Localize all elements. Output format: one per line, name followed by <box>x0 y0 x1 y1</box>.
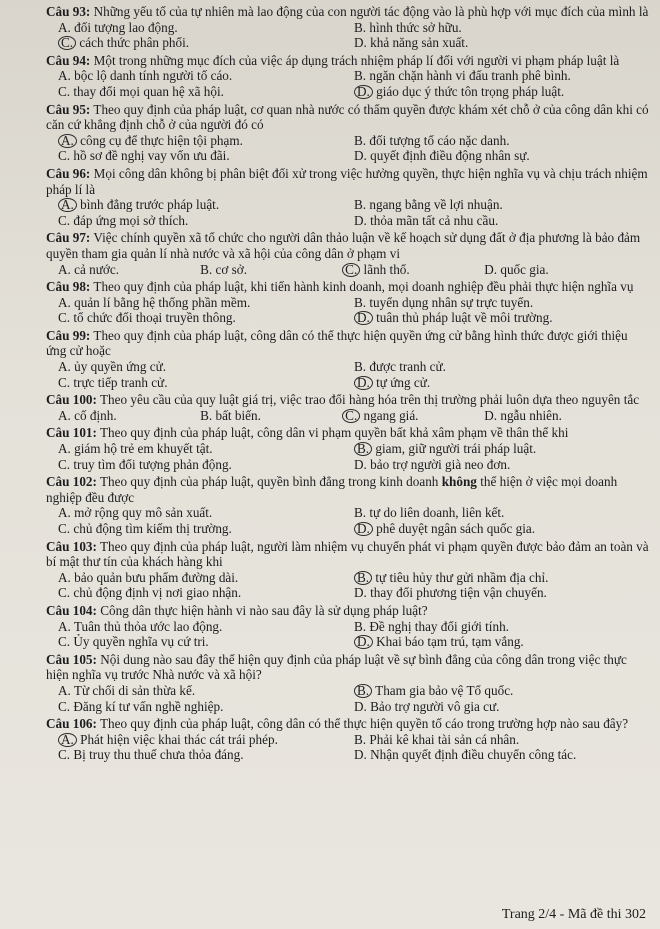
answer-letter: A. <box>58 569 71 585</box>
question-keyword: không <box>441 474 477 490</box>
circled-answer-letter: D. <box>354 522 373 536</box>
answer-text: chủ động định vị nơi giao nhận. <box>73 585 242 601</box>
answer-option[interactable] <box>200 408 342 424</box>
answer-letter: B. <box>354 731 367 747</box>
question-block <box>46 603 650 650</box>
answer-letter: B. <box>200 407 213 423</box>
answer-letter: B. <box>354 294 367 310</box>
answer-option[interactable] <box>200 262 342 278</box>
answer-option[interactable] <box>58 197 354 213</box>
question-block <box>46 716 650 763</box>
question-block <box>46 652 650 714</box>
question-number: Câu 96: <box>46 165 91 181</box>
answer-text: Khai báo tạm trú, tạm vắng. <box>376 634 524 650</box>
answer-text: tự do liên doanh, liên kết. <box>369 505 505 521</box>
circled-answer-letter: A. <box>58 733 77 747</box>
circled-answer-letter: D. <box>354 635 373 649</box>
answer-option[interactable] <box>354 634 650 650</box>
question-text: Theo quy định của pháp luật, quyền bình đẳng trong kinh doanh <box>99 474 442 490</box>
answer-option[interactable] <box>484 262 650 278</box>
answer-text: giam, giữ người trái pháp luật. <box>375 441 537 457</box>
answer-option[interactable] <box>354 213 650 229</box>
answer-text: bất biến. <box>215 407 261 423</box>
question-stem <box>46 279 650 295</box>
answer-option[interactable] <box>354 68 650 84</box>
answer-options <box>46 619 650 650</box>
question-stem <box>46 603 650 619</box>
question-block <box>46 474 650 536</box>
answer-option[interactable] <box>58 213 354 229</box>
answer-letter: B. <box>354 359 367 375</box>
answer-option[interactable] <box>354 683 650 699</box>
answer-text: ngăn chặn hành vi đấu tranh phê bình. <box>369 68 571 84</box>
answer-text: hình thức sở hữu. <box>369 19 462 35</box>
question-number: Câu 95: <box>46 101 91 117</box>
question-number: Câu 100: <box>46 392 97 408</box>
question-text: Công dân thực hiện hành vi nào sau đây là sử dụng pháp luật? <box>100 602 428 618</box>
answer-option[interactable] <box>58 359 354 375</box>
answer-option[interactable] <box>342 262 484 278</box>
question-number: Câu 97: <box>46 230 91 246</box>
question-number: Câu 99: <box>46 327 91 343</box>
answer-options <box>46 441 650 472</box>
answer-text: Đăng kí tư vấn nghề nghiệp. <box>73 698 224 714</box>
answer-option[interactable] <box>484 408 650 424</box>
answer-text: quản lí bằng hệ thống phần mềm. <box>74 294 251 310</box>
question-list <box>46 4 650 765</box>
answer-option[interactable] <box>58 457 354 473</box>
answer-text: đối tượng tố cáo nặc danh. <box>369 132 510 148</box>
answer-text: tuyển dụng nhân sự trực tuyến. <box>369 294 534 310</box>
answer-letter: A. <box>58 441 71 457</box>
page-footer: Trang 2/4 - Mã đề thi 302 <box>501 907 646 922</box>
answer-letter: B. <box>354 68 367 84</box>
question-block <box>46 425 650 472</box>
question-number: Câu 98: <box>46 279 91 295</box>
answer-text: được tranh cử. <box>369 359 446 375</box>
circled-answer-letter: D. <box>354 311 373 325</box>
answer-letter: C. <box>58 698 71 714</box>
answer-text: truy tìm đối tượng phản động. <box>73 456 232 472</box>
answer-option[interactable] <box>354 457 650 473</box>
question-number: Câu 93: <box>46 4 91 19</box>
answer-text: thay đổi phương tiện vận chuyển. <box>370 585 547 601</box>
answer-options <box>46 133 650 164</box>
answer-options <box>46 505 650 536</box>
answer-text: cách thức phân phối. <box>79 35 190 51</box>
answer-text: chủ động tìm kiếm thị trường. <box>73 521 232 536</box>
answer-text: bảo trợ người già neo đơn. <box>370 456 511 472</box>
answer-options <box>46 20 650 51</box>
answer-text: quốc gia. <box>500 261 549 277</box>
answer-letter: B. <box>354 197 367 213</box>
circled-answer-letter: B. <box>354 571 372 585</box>
question-text: Theo quy định của pháp luật, khi tiến hành kinh doanh, mọi doanh nghiệp đều phải thực hiện nghĩa vụ <box>93 279 634 295</box>
question-block <box>46 539 650 601</box>
answer-letter: B. <box>354 19 367 35</box>
question-text: Việc chính quyền xã tổ chức cho người dân thảo luận về kế hoạch sử dụng đất ở địa phương là bảo đảm quyền tham gia quản lí nhà nước và xã hội của công dân ở phạm vi <box>46 230 641 261</box>
answer-text: công cụ để thực hiện tội phạm. <box>80 132 243 148</box>
circled-answer-letter: D. <box>354 85 373 99</box>
answer-option[interactable] <box>354 20 650 36</box>
answer-letter: D. <box>484 261 498 277</box>
answer-option[interactable] <box>354 148 650 164</box>
circled-answer-letter: C. <box>342 263 360 277</box>
answer-option[interactable] <box>58 408 200 424</box>
answer-letter: D. <box>354 212 367 228</box>
question-block <box>46 279 650 326</box>
answer-option[interactable] <box>354 35 650 51</box>
answer-option[interactable] <box>58 683 354 699</box>
answer-option[interactable] <box>354 699 650 715</box>
question-stem <box>46 392 650 408</box>
question-stem <box>46 425 650 441</box>
answer-text: giáo dục ý thức tôn trọng pháp luật. <box>376 83 565 99</box>
answer-text: giám hộ trẻ em khuyết tật. <box>74 441 213 457</box>
answer-text: cả nước. <box>74 261 119 277</box>
question-text: Một trong những mục đích của việc áp dụng trách nhiệm pháp lí đối với người vi phạm pháp luật là <box>93 52 620 68</box>
answer-text: bình đẳng trước pháp luật. <box>80 197 220 213</box>
answer-letter: B. <box>200 261 213 277</box>
answer-letter: A. <box>58 359 71 375</box>
answer-option[interactable] <box>58 732 354 748</box>
answer-text: Tham gia bảo vệ Tổ quốc. <box>375 682 514 698</box>
question-text: Những yếu tố của tự nhiên mà lao động của con người tác động vào là phù hợp với mục đích của mình là <box>93 4 649 19</box>
circled-answer-letter: B. <box>354 684 372 698</box>
answer-text: thay đổi mọi quan hệ xã hội. <box>73 83 224 99</box>
answer-text: bảo quản bưu phẩm đường dài. <box>74 569 239 585</box>
answer-option[interactable] <box>354 747 650 763</box>
answer-text: lãnh thổ. <box>363 261 410 277</box>
answer-option[interactable] <box>58 570 354 586</box>
question-text: Mọi công dân không bị phân biệt đối xử trong việc hưởng quyền, thực hiện nghĩa vụ và chịu trách nhiệm pháp lí là <box>46 165 648 197</box>
answer-text: ngẫu nhiên. <box>500 407 562 423</box>
question-block <box>46 102 650 164</box>
answer-option[interactable] <box>58 20 354 36</box>
answer-option[interactable] <box>58 68 354 84</box>
question-number: Câu 103: <box>46 538 97 554</box>
question-number: Câu 102: <box>46 474 97 490</box>
question-number: Câu 105: <box>46 651 97 667</box>
question-stem <box>46 328 650 359</box>
answer-letter: A. <box>58 407 71 423</box>
question-text: Theo quy định của pháp luật, công dân có thể thực hiện quyền tố cáo trong trường hợp nào sau đây? <box>99 716 629 732</box>
answer-text: Phát hiện việc khai thác cát trái phép. <box>80 731 278 747</box>
answer-option[interactable] <box>58 148 354 164</box>
answer-option[interactable] <box>354 133 650 149</box>
question-block <box>46 53 650 100</box>
answer-option[interactable] <box>58 133 354 149</box>
answer-option[interactable] <box>354 570 650 586</box>
answer-text: phê duyệt ngân sách quốc gia. <box>376 521 536 536</box>
answer-option[interactable] <box>58 262 200 278</box>
answer-option[interactable] <box>58 441 354 457</box>
question-text-continued: thể hiện ở việc mọi doanh nghiệp đều được <box>46 474 618 505</box>
answer-letter: A. <box>58 261 71 277</box>
answer-letter: C. <box>58 83 71 99</box>
answer-letter: C. <box>58 456 71 472</box>
answer-options <box>46 197 650 228</box>
answer-option[interactable] <box>58 35 354 51</box>
answer-options <box>46 68 650 99</box>
answer-text: ngang giá. <box>363 407 419 423</box>
answer-option[interactable] <box>354 732 650 748</box>
answer-option[interactable] <box>58 295 354 311</box>
answer-option[interactable] <box>58 505 354 521</box>
answer-text: khả năng sản xuất. <box>370 35 469 51</box>
answer-text: thỏa mãn tất cả nhu cầu. <box>370 212 499 228</box>
answer-letter: D. <box>484 407 498 423</box>
answer-option[interactable] <box>354 359 650 375</box>
answer-option[interactable] <box>58 521 354 537</box>
answer-letter: A. <box>58 618 71 634</box>
answer-option[interactable] <box>354 84 650 100</box>
question-number: Câu 94: <box>46 52 91 68</box>
answer-text: Từ chối di sản thừa kế. <box>73 682 196 698</box>
question-text: Theo quy định của pháp luật, cơ quan nhà nước có thẩm quyền được khám xét chỗ ở của công dân khi có căn cứ khẳng định chỗ ở của người đó có <box>46 101 649 133</box>
answer-text: đáp ứng mọi sở thích. <box>73 212 189 228</box>
question-stem <box>46 102 650 133</box>
answer-option[interactable] <box>58 634 354 650</box>
answer-text: Tuân thủ thỏa ước lao động. <box>73 618 223 634</box>
answer-text: ủy quyền ứng cử. <box>74 359 167 375</box>
answer-letter: C. <box>58 585 71 601</box>
question-number: Câu 106: <box>46 716 97 732</box>
answer-letter: D. <box>354 148 367 164</box>
answer-letter: A. <box>58 294 71 310</box>
answer-options <box>46 732 650 763</box>
answer-option[interactable] <box>342 408 484 424</box>
answer-option[interactable] <box>354 197 650 213</box>
answer-text: Bị truy thu thuế chưa thỏa đáng. <box>73 747 244 763</box>
answer-option[interactable] <box>354 585 650 601</box>
answer-letter: C. <box>58 148 71 164</box>
circled-answer-letter: C. <box>342 409 360 423</box>
answer-letter: C. <box>58 310 71 326</box>
question-stem <box>46 652 650 683</box>
circled-answer-letter: D. <box>354 376 373 390</box>
question-stem <box>46 166 650 197</box>
answer-option[interactable] <box>354 441 650 457</box>
answer-letter: C. <box>58 747 71 763</box>
answer-options <box>46 408 650 424</box>
answer-text: tuân thủ pháp luật về môi trường. <box>376 310 553 326</box>
answer-letter: C. <box>58 521 71 536</box>
question-text: Theo quy định của pháp luật, công dân có thể thực hiện quyền ứng cử bằng hình thức được giới thiệu ứng cử hoặc <box>46 327 628 359</box>
answer-letter: D. <box>354 585 367 601</box>
question-stem <box>46 539 650 570</box>
answer-options <box>46 262 650 278</box>
question-stem <box>46 474 650 505</box>
answer-option[interactable] <box>354 375 650 391</box>
answer-text: Đề nghị thay đổi giới tính. <box>369 618 509 634</box>
answer-option[interactable] <box>58 84 354 100</box>
question-stem <box>46 230 650 261</box>
question-number: Câu 101: <box>46 425 97 441</box>
answer-text: ngang bằng về lợi nhuận. <box>369 197 503 213</box>
answer-text: bộc lộ danh tính người tố cáo. <box>74 68 233 84</box>
answer-option[interactable] <box>354 505 650 521</box>
answer-letter: A. <box>58 68 71 84</box>
answer-option[interactable] <box>58 375 354 391</box>
answer-option[interactable] <box>354 310 650 326</box>
question-block <box>46 392 650 423</box>
question-block <box>46 166 650 228</box>
question-block <box>46 4 650 51</box>
answer-letter: B. <box>354 618 367 634</box>
answer-option[interactable] <box>58 747 354 763</box>
answer-option[interactable] <box>58 585 354 601</box>
answer-option[interactable] <box>354 521 650 537</box>
question-text: Theo yêu cầu của quy luật giá trị, việc trao đổi hàng hóa trên thị trường phải luôn dựa theo nguyên tắc <box>99 392 640 408</box>
question-block <box>46 230 650 277</box>
circled-answer-letter: B. <box>354 442 372 456</box>
answer-options <box>46 683 650 714</box>
question-stem <box>46 716 650 732</box>
answer-option[interactable] <box>354 295 650 311</box>
answer-option[interactable] <box>58 699 354 715</box>
answer-letter: C. <box>58 374 71 390</box>
answer-letter: D. <box>354 698 367 714</box>
question-text: Theo quy định của pháp luật, công dân vi phạm quyền bất khả xâm phạm về thân thể khi <box>99 425 569 441</box>
answer-letter: D. <box>354 35 367 51</box>
answer-options <box>46 570 650 601</box>
answer-text: cơ sở. <box>215 261 247 277</box>
answer-letter: B. <box>354 132 367 148</box>
answer-text: trực tiếp tranh cử. <box>73 374 168 390</box>
answer-text: Ủy quyền nghĩa vụ cứ tri. <box>73 634 209 650</box>
answer-letter: A. <box>58 505 71 521</box>
answer-text: tổ chức đối thoại truyền thông. <box>73 310 236 326</box>
answer-letter: D. <box>354 456 367 472</box>
question-stem <box>46 4 650 20</box>
answer-text: đối tượng lao động. <box>74 19 178 35</box>
question-text: Theo quy định của pháp luật, người làm nhiệm vụ chuyển phát vi phạm quyền được bảo đảm an toàn và bí mật thư tín của khách hàng khi <box>46 538 649 570</box>
answer-text: Phải kê khai tài sản cá nhân. <box>369 731 520 747</box>
answer-text: tự ứng cử. <box>376 374 431 390</box>
answer-text: Nhận quyết định điều chuyển công tác. <box>370 747 577 763</box>
answer-letter: B. <box>354 505 367 521</box>
question-stem <box>46 53 650 69</box>
circled-answer-letter: A. <box>58 198 77 212</box>
answer-letter: C. <box>58 634 71 650</box>
answer-text: quyết định điều động nhân sự. <box>370 148 530 164</box>
answer-options <box>46 295 650 326</box>
answer-option[interactable] <box>58 619 354 635</box>
answer-letter: A. <box>58 682 71 698</box>
question-block <box>46 328 650 390</box>
circled-answer-letter: A. <box>58 134 77 148</box>
answer-text: Bảo trợ người vô gia cư. <box>370 698 500 714</box>
answer-letter: C. <box>58 212 71 228</box>
circled-answer-letter: C. <box>58 36 76 50</box>
question-text: Nội dung nào sau đây thể hiện quy định của pháp luật về sự bình đẳng của công dân trong việc thực hiện nghĩa vụ trước Nhà nước và xã hội? <box>46 651 627 683</box>
answer-text: hồ sơ đề nghị vay vốn ưu đãi. <box>73 148 230 164</box>
answer-option[interactable] <box>354 619 650 635</box>
answer-letter: A. <box>58 19 71 35</box>
answer-option[interactable] <box>58 310 354 326</box>
answer-text: mở rộng quy mô sản xuất. <box>74 505 213 521</box>
answer-text: tự tiêu hủy thư gửi nhầm địa chỉ. <box>375 569 549 585</box>
answer-options <box>46 359 650 390</box>
question-number: Câu 104: <box>46 602 97 618</box>
answer-text: cố định. <box>74 407 117 423</box>
answer-letter: D. <box>354 747 367 763</box>
